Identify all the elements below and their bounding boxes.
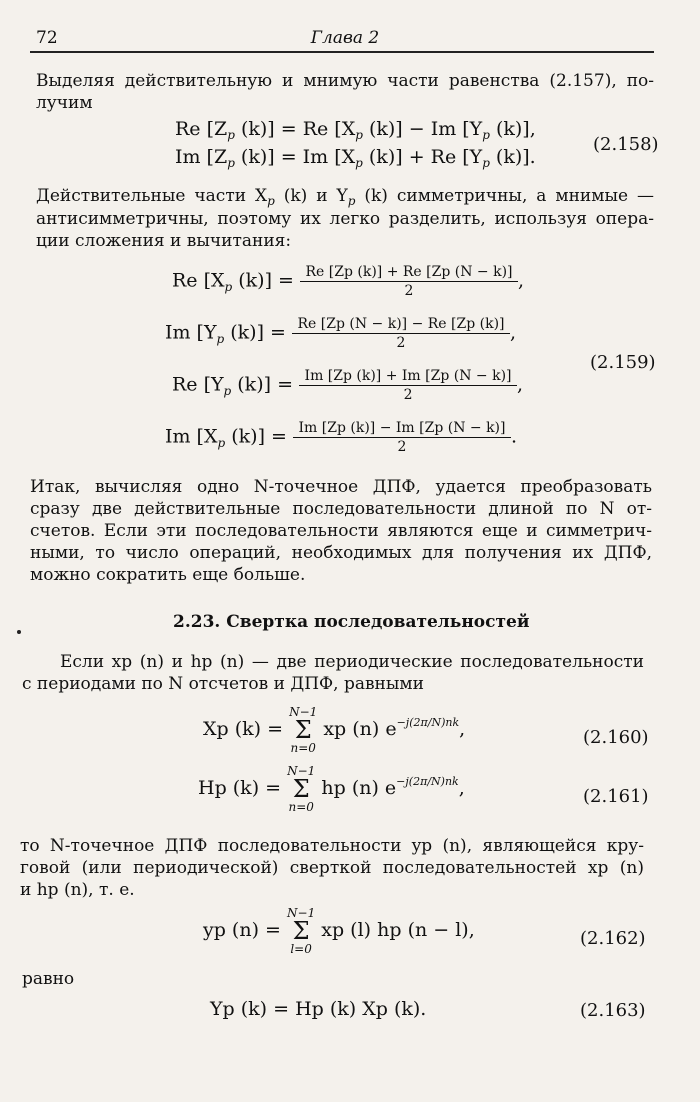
paragraph-3 (30, 476, 652, 586)
text-line: и hp (n), т. е. (20, 880, 135, 900)
text-line: с периодами по N отсчетов и ДПФ, равными (22, 674, 424, 694)
text-line: можно сократить еще больше. (30, 565, 306, 585)
equation-2-162: yp (n) = N−1 Σ l=0 xp (l) hp (n − l), (203, 906, 475, 956)
equation-2-158-line-2: Im [$Z_p$ (k)] = Im [$X_p$ (k)] + Re [$Y_p$ (k)]. (175, 146, 536, 170)
page-number: 72 (36, 28, 58, 48)
equation-number: (2.163) (580, 1000, 646, 1021)
text-line: лучим (36, 93, 93, 113)
text-line: Если xp (n) и hp (n) — две периодические последовательности (60, 652, 644, 672)
equation-2-163: Yp (k) = Hp (k) Xp (k). (210, 998, 427, 1020)
text-line: ными, то число операций, необходимых для получения их ДПФ, (30, 543, 652, 563)
page-header (36, 28, 654, 50)
equation-number: (2.161) (583, 786, 649, 807)
equation-2-159-row: Im [$X_p$ (k)] = $\frac{Im [Zp (k)] - Im [Zp (N - k)]}{2}$ . (165, 420, 518, 455)
running-title: Глава 2 (310, 28, 380, 48)
paragraph-2 (36, 185, 654, 252)
equation-2-161: Hp (k) = N−1 Σ n=0 hp (n) $e^{-j(2\pi/N)nk}$, (198, 764, 465, 814)
paragraph-1 (36, 70, 654, 114)
equation-2-159-row: Re [$X_p$ (k)] = $\frac{Re [Zp (k)] + Re [Zp (N - k)]}{2}$ , (172, 264, 525, 299)
equation-number: (2.158) (593, 134, 659, 155)
text-line: говой (или периодической) сверткой последовательностей xp (n) (20, 858, 644, 878)
equation-2-158-line-1: Re [$Z_p$ (k)] = Re [$X_p$ (k)] − Im [$Y_p$ (k)], (175, 118, 536, 142)
text-line: сразу две действительные последовательности длиной по N от- (30, 499, 652, 519)
header-rule (30, 51, 654, 53)
paragraph-5 (20, 835, 644, 901)
text-line: Действительные части $X_p$ (k) и $Y_p$ (k) симметричны, а мнимые — (36, 186, 655, 208)
summation: N−1 Σ l=0 (287, 906, 316, 956)
text-line: ции сложения и вычитания: (36, 231, 292, 251)
section-heading: 2.23. Свертка последовательностей (173, 612, 530, 632)
summation: N−1 Σ n=0 (287, 764, 316, 814)
margin-mark (17, 630, 21, 634)
equation-2-160: Xp (k) = N−1 Σ n=0 xp (n) $e^{-j(2\pi/N)nk}$, (203, 705, 466, 755)
equation-number: (2.160) (583, 727, 649, 748)
equation-2-159-row: Re [$Y_p$ (k)] = $\frac{Im [Zp (k)] + Im [Zp (N - k)]}{2}$ , (172, 368, 524, 403)
paragraph-4 (22, 651, 644, 695)
paragraph-6: равно (22, 969, 75, 989)
text-line: счетов. Если эти последовательности являются еще и симметрич- (30, 521, 652, 541)
summation: N−1 Σ n=0 (289, 705, 318, 755)
text-line: то N-точечное ДПФ последовательности yp (n), являющейся кру- (20, 836, 644, 856)
equation-number: (2.162) (580, 928, 646, 949)
text-line: антисимметричны, поэтому их легко разделить, используя опера- (36, 209, 654, 229)
text-line: Выделяя действительную и мнимую части равенства (2.157), по- (36, 71, 654, 91)
equation-2-159-row: Im [$Y_p$ (k)] = $\frac{Re [Zp (N - k)] - Re [Zp (k)]}{2}$ , (165, 316, 517, 351)
text-line: Итак, вычисляя одно N-точечное ДПФ, удается преобразовать (30, 477, 652, 497)
equation-number: (2.159) (590, 352, 656, 373)
